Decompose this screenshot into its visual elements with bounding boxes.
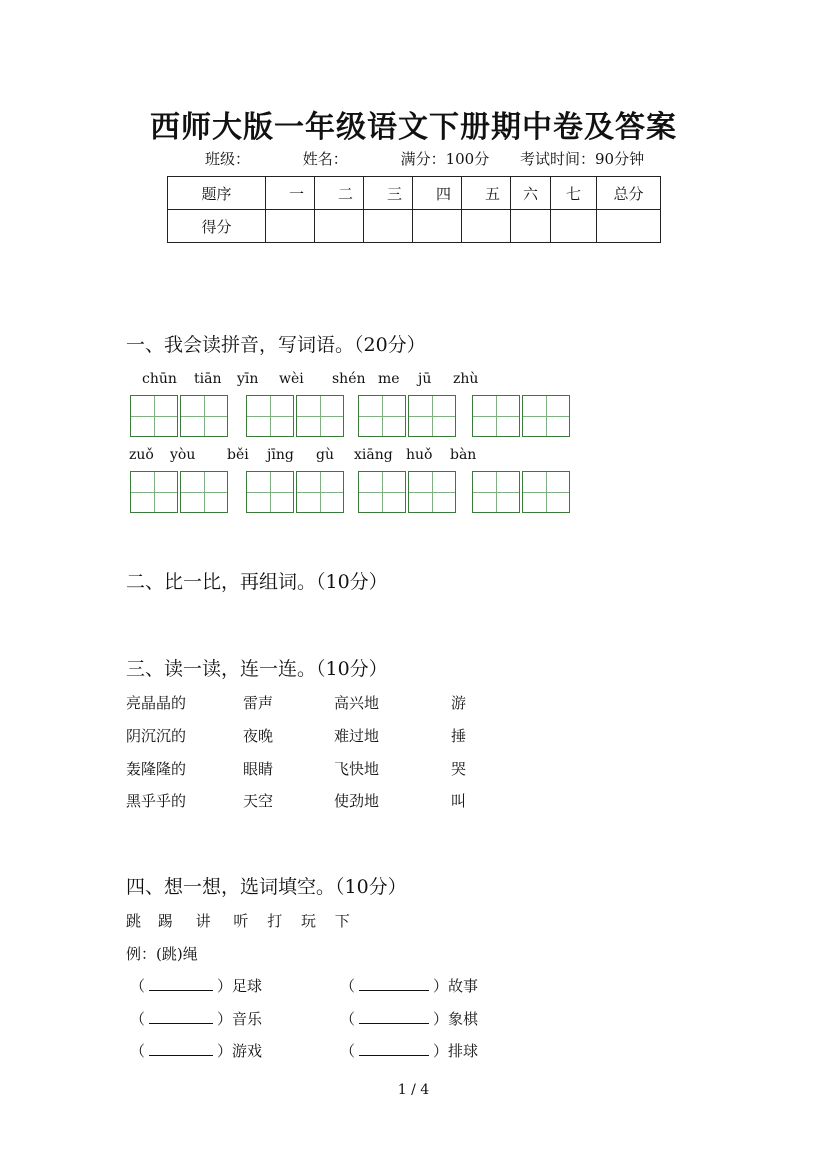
- match-word[interactable]: 轰隆隆的: [126, 760, 187, 778]
- writing-grid[interactable]: [358, 395, 406, 437]
- full-score: 满分：100分: [400, 150, 490, 168]
- table-cell: 总分: [597, 177, 661, 210]
- pinyin: shén: [332, 371, 366, 387]
- writing-grid[interactable]: [180, 471, 228, 513]
- pinyin: yīn: [237, 371, 259, 387]
- fill-word: 排球: [448, 1042, 479, 1060]
- page-number: 1 / 4: [397, 1082, 430, 1098]
- word-bank: [126, 910, 350, 931]
- class-label: 班级：: [205, 150, 251, 168]
- fill-item: （ ）排球: [340, 1042, 479, 1060]
- table-cell: 题序: [168, 177, 266, 210]
- pinyin: bàn: [450, 447, 477, 463]
- pinyin: yòu: [170, 447, 196, 463]
- match-word[interactable]: 难过地: [334, 727, 380, 745]
- pinyin: jīng: [267, 447, 294, 463]
- writing-grid[interactable]: [358, 471, 406, 513]
- score-cell[interactable]: [551, 210, 597, 243]
- writing-grid[interactable]: [180, 395, 228, 437]
- page-title: 西师大版一年级语文下册期中卷及答案: [150, 110, 677, 145]
- table-cell: 五: [462, 177, 511, 210]
- table-cell: 二: [315, 177, 364, 210]
- score-cell[interactable]: [266, 210, 315, 243]
- word-option: 踢: [157, 912, 173, 930]
- table-cell: 三: [364, 177, 413, 210]
- fill-item: （ ）游戏: [130, 1042, 263, 1060]
- pinyin: gù: [316, 447, 334, 463]
- table-row: [168, 210, 661, 243]
- pinyin: me: [378, 371, 400, 387]
- writing-grid[interactable]: [130, 471, 178, 513]
- match-word[interactable]: 叫: [451, 792, 467, 810]
- exam-info: [205, 148, 670, 169]
- pinyin: tiān: [194, 371, 222, 387]
- match-word[interactable]: 亮晶晶的: [126, 694, 187, 712]
- match-word[interactable]: 使劲地: [334, 792, 380, 810]
- pinyin: wèi: [279, 371, 304, 387]
- score-cell[interactable]: [462, 210, 511, 243]
- fill-item: （ ）象棋: [340, 1010, 479, 1028]
- name-label: 姓名：: [302, 150, 348, 168]
- fill-blank[interactable]: [149, 976, 213, 991]
- writing-grid[interactable]: [246, 471, 294, 513]
- section-heading: 二、比一比，再组词。（10分）: [126, 571, 388, 593]
- fill-blank[interactable]: [149, 1041, 213, 1056]
- fill-item: （ ）故事: [340, 977, 479, 995]
- table-cell: 七: [551, 177, 597, 210]
- score-cell[interactable]: [364, 210, 413, 243]
- fill-blank[interactable]: [359, 976, 429, 991]
- table-cell: 得分: [168, 210, 266, 243]
- section-heading: 三、读一读，连一连。（10分）: [126, 658, 388, 680]
- match-word[interactable]: 哭: [451, 760, 467, 778]
- writing-grid[interactable]: [296, 471, 344, 513]
- writing-grid[interactable]: [296, 395, 344, 437]
- fill-word: 足球: [232, 977, 263, 995]
- match-word[interactable]: 高兴地: [334, 694, 380, 712]
- match-word[interactable]: 黑乎乎的: [126, 792, 187, 810]
- pinyin: běi: [227, 447, 249, 463]
- fill-word: 游戏: [232, 1042, 263, 1060]
- table-cell: 六: [511, 177, 551, 210]
- exam-time: 考试时间：90分钟: [520, 150, 645, 168]
- score-cell[interactable]: [511, 210, 551, 243]
- score-cell[interactable]: [315, 210, 364, 243]
- word-option: 打: [267, 912, 283, 930]
- pinyin: jū: [418, 371, 432, 387]
- score-table: [167, 176, 661, 243]
- table-cell: 四: [413, 177, 462, 210]
- pinyin: zhù: [453, 371, 479, 387]
- match-word[interactable]: 夜晚: [243, 727, 274, 745]
- table-row: [168, 177, 661, 210]
- pinyin: xiāng: [354, 447, 393, 463]
- pinyin: zuǒ: [129, 447, 154, 463]
- writing-grid[interactable]: [246, 395, 294, 437]
- fill-word: 音乐: [232, 1010, 263, 1028]
- word-option: 下: [334, 912, 350, 930]
- score-cell[interactable]: [413, 210, 462, 243]
- fill-blank[interactable]: [359, 1041, 429, 1056]
- section-heading: 一、我会读拼音，写词语。（20分）: [126, 334, 426, 356]
- writing-grid[interactable]: [408, 471, 456, 513]
- section-heading: 四、想一想，选词填空。（10分）: [126, 876, 407, 898]
- word-option: 讲: [195, 912, 211, 930]
- writing-grid[interactable]: [472, 395, 520, 437]
- word-option: 听: [233, 912, 249, 930]
- match-word[interactable]: 天空: [243, 792, 274, 810]
- pinyin: chūn: [142, 371, 177, 387]
- writing-grid[interactable]: [130, 395, 178, 437]
- score-cell[interactable]: [597, 210, 661, 243]
- writing-grid[interactable]: [522, 471, 570, 513]
- table-cell: 一: [266, 177, 315, 210]
- pinyin: huǒ: [406, 447, 433, 463]
- fill-blank[interactable]: [359, 1009, 429, 1024]
- match-word[interactable]: 飞快地: [334, 760, 380, 778]
- writing-grid[interactable]: [472, 471, 520, 513]
- match-word[interactable]: 捶: [451, 727, 467, 745]
- word-option: 玩: [300, 912, 316, 930]
- fill-item: （ ）音乐: [130, 1010, 263, 1028]
- match-word[interactable]: 游: [451, 694, 467, 712]
- writing-grid[interactable]: [408, 395, 456, 437]
- match-word[interactable]: 雷声: [243, 694, 274, 712]
- match-word[interactable]: 眼睛: [243, 760, 274, 778]
- fill-word: 象棋: [448, 1010, 479, 1028]
- fill-item: （ ）足球: [130, 977, 263, 995]
- fill-word: 故事: [448, 977, 479, 995]
- word-option: 跳: [126, 912, 142, 930]
- match-word[interactable]: 阴沉沉的: [126, 727, 187, 745]
- example: 例：(跳)绳: [126, 945, 198, 963]
- fill-blank[interactable]: [149, 1009, 213, 1024]
- writing-grid[interactable]: [522, 395, 570, 437]
